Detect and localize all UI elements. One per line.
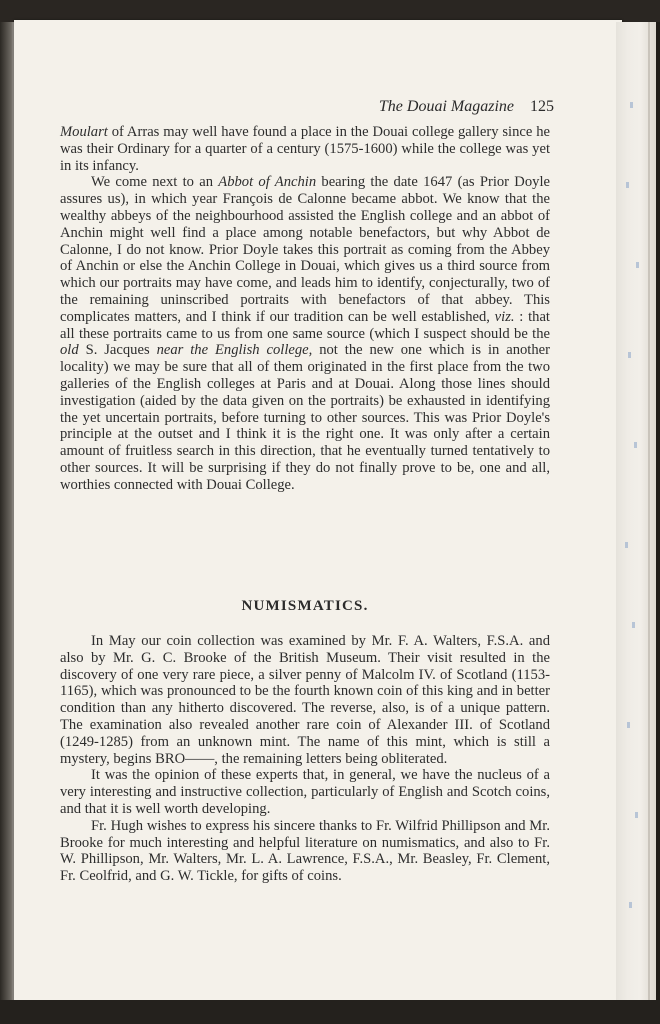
paragraph: Fr. Hugh wishes to express his sincere thanks to Fr. Wilfrid Phillipson and Mr. Brooke for much interesting and helpful literature on numismatics, and also to Fr. W. Phillipson, Mr. Walters, Mr. L. A. Lawrence, F.S.A., Mr. Beasley, Fr. Clement, Fr. Ceolfrid, and G. W. Tickle, for gifts of coins. xyxy=(60,817,550,885)
paragraph-text: : that all these portraits came to us from one same source (which I suspect should be the xyxy=(60,308,550,342)
paragraph-text: We come next to an xyxy=(91,174,219,191)
page-number: 125 xyxy=(530,98,554,115)
italic-abbrev: viz. xyxy=(494,308,515,325)
italic-word: old xyxy=(60,342,79,359)
paragraph-text: bearing the date 1647 (as Prior Doyle assures us), in which year François de Calonne became abbot. We know that the wealthy abbeys of the neighbourhood assisted the English college and an abbot of Anchin might well find a place among notable benefactors, but why Abbot de Calonne, I do not know. Prior Doyle takes this portrait as coming from the Abbey of Anchin or else the Anchin College in Douai, which gives us a third source from which our portraits may have come, and leads him to identify, conjecturally, two of the remaining uninscribed portraits with benefactors of that abbey. This complicates matters, and I think if our tradition can be well established, xyxy=(60,174,550,325)
article-continuation xyxy=(60,124,550,494)
paragraph: It was the opinion of these experts that, in general, we have the nucleus of a very interesting and instructive collection, particularly of English and Scotch coins, and that it is well worth developing. xyxy=(60,767,550,817)
scan-top-border xyxy=(0,0,660,22)
italic-title: Abbot of Anchin xyxy=(218,174,317,191)
section-heading: NUMISMATICS. xyxy=(241,598,369,614)
paragraph-text: not the new one which is in another locality) we may be sure that all of them originated in the first place from the two galleries of the English colleges at Paris and at Douai. Along those lines should investigation (aided by the data given on the portraits) be exhausted in identifying the yet uncertain portraits, before turning to other sources. This was Prior Doyle's principle at the outset and I think it is the right one. It was only after a certain amount of fruitless search in this direction, that he eventually turned tentatively to other sources. It will be surprising if they do not finally prove to be, one and all, worthies connected with Douai College. xyxy=(60,342,550,493)
scan-bottom-border xyxy=(0,1000,660,1024)
numismatics-section xyxy=(60,633,550,885)
paragraph: In May our coin collection was examined by Mr. F. A. Walters, F.S.A. and also by Mr. G. C. Brooke of the British Museum. Their visit resulted in the discovery of one very rare piece, a silver penny of Malcolm IV. of Scotland (1153-1165), which was pronounced to be the fourth known coin of this king and in better condition than any hitherto discovered. The reverse, also, is of a unique pattern. The examination also revealed another rare coin of Alexander III. of Scotland (1249-1285) from an unknown mint. The name of this mint, which is still a mystery, begins BRO——, the remaining letters being obliterated. xyxy=(60,633,550,767)
italic-name: Moulart xyxy=(60,124,108,140)
italic-phrase: near the English college, xyxy=(156,342,313,359)
paragraph xyxy=(60,124,550,174)
page-stack-edge xyxy=(616,22,656,1004)
paragraph xyxy=(60,174,550,493)
running-header xyxy=(36,98,554,116)
paragraph-text: of Arras may well have found a place in the Douai college gallery since he was their Ordinary for a quarter of a century (1575-1600) while the college was yet in its infancy. xyxy=(60,124,550,174)
running-header-title: The Douai Magazine xyxy=(378,98,514,115)
paragraph-text: S. Jacques xyxy=(78,342,157,359)
